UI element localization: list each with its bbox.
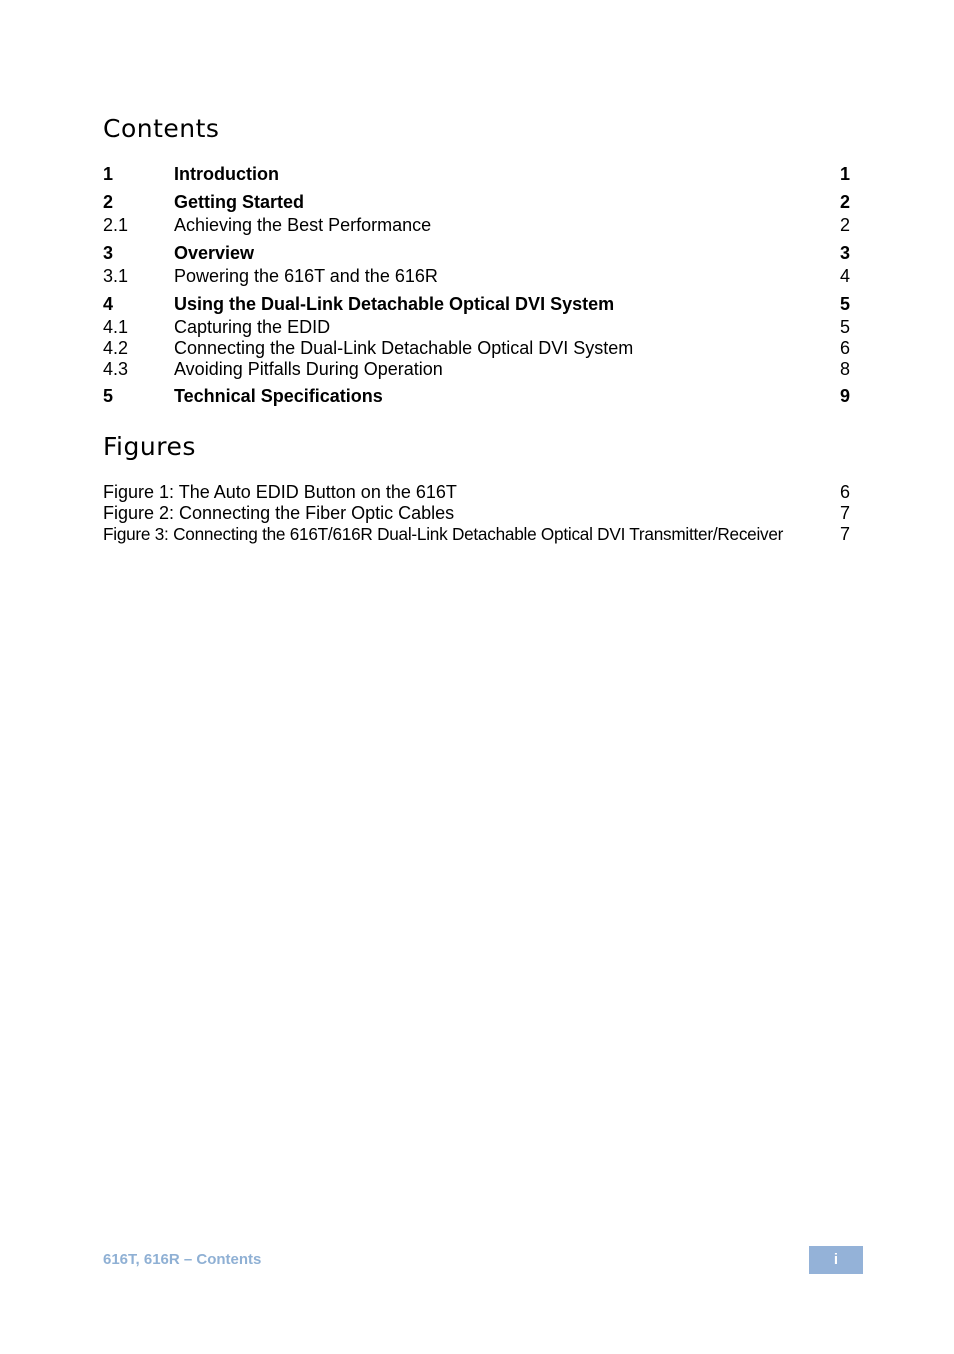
toc-entry-title: Introduction bbox=[174, 164, 279, 184]
toc-entry-number: 4 bbox=[103, 294, 114, 314]
toc-entry-page: 5 bbox=[839, 317, 850, 337]
toc-entry-page: 4 bbox=[839, 266, 850, 286]
toc-entry-3-1[interactable] bbox=[103, 265, 850, 287]
figure-entry-page: 6 bbox=[839, 482, 850, 502]
toc-entry-title: Connecting the Dual-Link Detachable Optical DVI System bbox=[174, 338, 634, 358]
toc-entry-number: 2.1 bbox=[103, 215, 129, 235]
toc-entry-4-1[interactable] bbox=[103, 316, 850, 338]
toc-entry-page: 2 bbox=[839, 215, 850, 235]
figure-entry-title: Figure 3: Connecting the 616T/616R Dual-Link Detachable Optical DVI Transmitter/Receiver bbox=[103, 524, 784, 544]
toc-entry-title: Achieving the Best Performance bbox=[174, 215, 432, 235]
toc-entry-title: Capturing the EDID bbox=[174, 317, 331, 337]
toc-entry-title: Overview bbox=[174, 243, 255, 263]
toc-entry-1[interactable] bbox=[103, 163, 850, 185]
toc-entry-number: 4.2 bbox=[103, 338, 129, 358]
footer-label: 616T, 616R – Contents bbox=[103, 1251, 262, 1268]
toc-entry-title: Technical Specifications bbox=[174, 386, 383, 406]
toc-entry-4-2[interactable] bbox=[103, 337, 850, 359]
toc-entry-number: 3.1 bbox=[103, 266, 129, 286]
footer-page-number: i bbox=[809, 1246, 863, 1274]
toc-entry-number: 4.1 bbox=[103, 317, 129, 337]
figure-entry-title: Figure 2: Connecting the Fiber Optic Cables bbox=[103, 503, 455, 523]
toc-entry-page: 5 bbox=[839, 294, 850, 314]
toc-entry-4-3[interactable] bbox=[103, 358, 850, 380]
toc-entry-page: 3 bbox=[839, 243, 850, 263]
toc-entry-number: 5 bbox=[103, 386, 114, 406]
toc-entry-title: Getting Started bbox=[174, 192, 305, 212]
toc-entry-5[interactable] bbox=[103, 385, 850, 407]
toc-entry-3[interactable] bbox=[103, 242, 850, 264]
toc-entry-title: Avoiding Pitfalls During Operation bbox=[174, 359, 443, 379]
toc-entry-page: 9 bbox=[839, 386, 850, 406]
toc-entry-number: 1 bbox=[103, 164, 114, 184]
toc-entry-title: Powering the 616T and the 616R bbox=[174, 266, 438, 286]
toc-entry-number: 2 bbox=[103, 192, 114, 212]
figure-entry-1[interactable] bbox=[103, 481, 850, 503]
figure-entry-3[interactable] bbox=[103, 523, 850, 545]
figure-entry-page: 7 bbox=[839, 503, 850, 523]
figures-heading: Figures bbox=[103, 432, 196, 461]
figure-entry-page: 7 bbox=[839, 524, 850, 544]
toc-entry-page: 8 bbox=[839, 359, 850, 379]
toc-entry-4[interactable] bbox=[103, 293, 850, 315]
toc-entry-2-1[interactable] bbox=[103, 214, 850, 236]
toc-entry-number: 4.3 bbox=[103, 359, 129, 379]
toc-entry-page: 1 bbox=[839, 164, 850, 184]
toc-entry-2[interactable] bbox=[103, 191, 850, 213]
contents-heading: Contents bbox=[103, 114, 220, 143]
figure-entry-2[interactable] bbox=[103, 502, 850, 524]
toc-entry-page: 6 bbox=[839, 338, 850, 358]
toc-entry-page: 2 bbox=[839, 192, 850, 212]
toc-entry-title: Using the Dual-Link Detachable Optical DVI System bbox=[174, 294, 615, 314]
toc-entry-number: 3 bbox=[103, 243, 114, 263]
figure-entry-title: Figure 1: The Auto EDID Button on the 616T bbox=[103, 482, 457, 502]
